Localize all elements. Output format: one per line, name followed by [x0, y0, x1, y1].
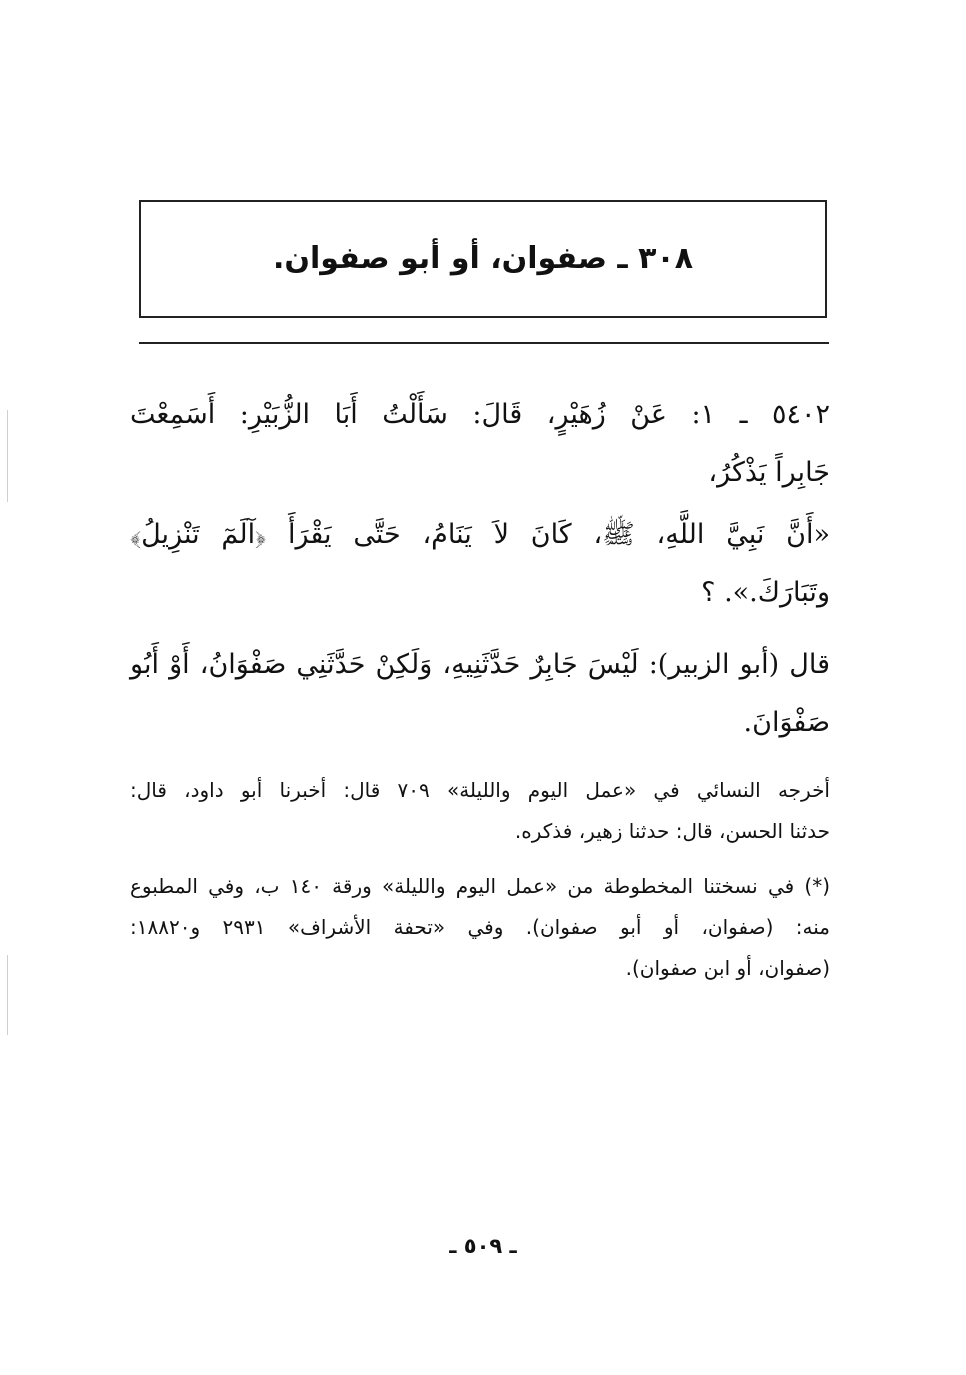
chapter-title: ٣٠٨ ـ صفوان، أو أبو صفوان.: [272, 241, 694, 276]
hadith-line: صَفْوَانَ.: [743, 707, 830, 738]
hadith-line: قال (أبو الزبير): لَيْسَ جَابِرٌ حَدَّثَنِيهِ، وَلَكِنْ حَدَّثَنِي صَفْوَانُ، أَوْ أَبُو: [130, 649, 830, 680]
note-line: أخرجه النسائي في «عمل اليوم والليلة» ٧٠٩ قال: أخبرنا أبو داود، قال:: [130, 778, 830, 802]
hadith-line: وتَبَارَكَ.». ؟: [701, 577, 830, 608]
title-divider: [139, 342, 829, 344]
note-line: منه: (صفوان، أو أبو صفوان). وفي «تحفة الأشراف» ٢٩٣١ و١٨٨٢٠:: [130, 915, 831, 939]
hadith-question-paragraph: [130, 386, 830, 502]
note-line: (*) في نسختنا المخطوطة من «عمل اليوم والليلة» ورقة ١٤٠ ب، وفي المطبوع: [130, 874, 830, 898]
takhrij-note: [130, 770, 830, 852]
scan-edge-mark: [7, 955, 8, 1035]
hadith-chain-paragraph: [130, 636, 830, 752]
page-number: ـ ٥٠٩ ـ: [449, 1234, 517, 1258]
hadith-text-paragraph: [130, 506, 830, 622]
hadith-line: ٥٤٠٢ ـ ١: عَنْ زُهَيْرٍ، قَالَ: سَأَلْتُ أَبَا الزُّبَيْرِ: أَسَمِعْتَ: [130, 399, 830, 430]
note-line: (صفوان، أو ابن صفوان).: [625, 956, 830, 980]
chapter-title-box: [139, 200, 827, 318]
hadith-line: «أَنَّ نَبِيَّ اللَّهِ، ﷺ، كَانَ لاَ يَنَامُ، حَتَّى يَقْرَأَ ﴿آلَمٓ تَنْزِيلُ﴾: [130, 519, 830, 550]
note-line: حدثنا الحسن، قال: حدثنا زهير، فذكره.: [514, 819, 830, 843]
hadith-line: جَابِراً يَذْكُرُ،: [708, 457, 830, 488]
scan-edge-mark: [7, 410, 8, 502]
manuscript-note: [130, 866, 830, 989]
